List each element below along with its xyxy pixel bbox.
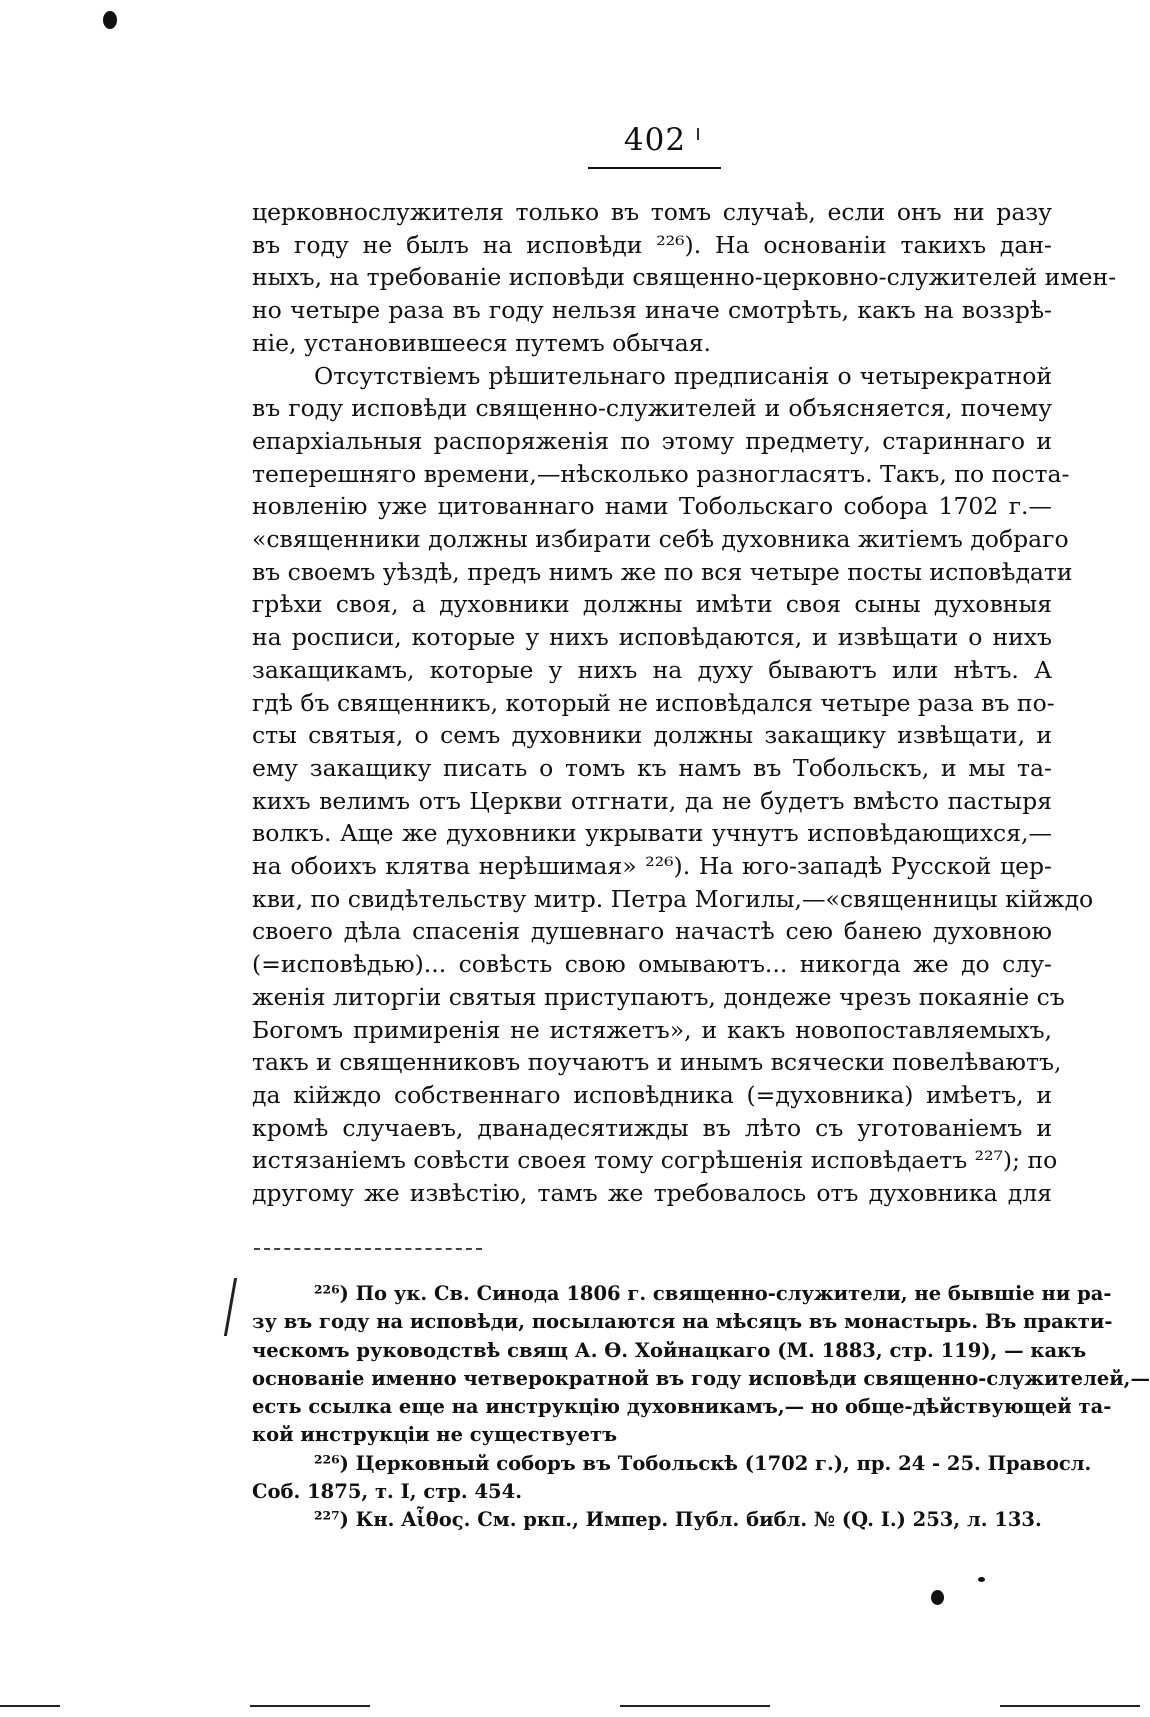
text-line: на росписи, которые у нихъ исповѣдаются, и извѣщати о нихъ bbox=[252, 623, 1052, 652]
main-text bbox=[252, 196, 1117, 1210]
header-rule bbox=[588, 167, 721, 169]
text-line: въ году не былъ на исповѣди ²²⁶). На основаніи такихъ дан- bbox=[252, 230, 1052, 259]
text-line: своего дѣла спасенія душевнаго начастѣ сею банею духовною bbox=[252, 917, 1052, 946]
paragraph-main bbox=[252, 360, 1094, 1210]
text-line: теперешняго времени,—нѣсколько разногласятъ. Такъ, по поста- bbox=[252, 459, 1070, 488]
text-line: Богомъ примиренія не истяжетъ», и какъ новопоставляемыхъ, bbox=[252, 1015, 1052, 1044]
ink-blot-mark bbox=[978, 1577, 985, 1582]
scan-edge-line bbox=[250, 1705, 370, 1707]
text-line: ему закащику писать о томъ къ намъ въ Тобольскъ, и мы та- bbox=[252, 753, 1052, 782]
text-line: сты святыя, о семъ духовники должны закащику извѣщати, и bbox=[252, 721, 1052, 750]
text-line: церковнослужителя только въ томъ случаѣ, если онъ ни разу bbox=[252, 198, 1052, 226]
text-line: новленію уже цитованнаго нами Тобольскаго собора 1702 г.— bbox=[252, 492, 1052, 521]
paragraph-continuation bbox=[252, 196, 1117, 360]
text-line: такъ и священниковъ поучаютъ и инымъ всячески повелѣваютъ, bbox=[252, 1048, 1062, 1077]
text-line: но четыре раза въ году нельзя иначе смотрѣть, какъ на воззрѣ- bbox=[252, 296, 1052, 325]
footnote-separator bbox=[254, 1248, 482, 1250]
footnote-line: основаніе именно четверократной въ году исповѣди священно-служителей,— bbox=[252, 1366, 1150, 1390]
page-number: 402 bbox=[623, 122, 687, 158]
footnote-line: ²²⁶) По ук. Св. Синода 1806 г. священно-служители, не бывшіе ни ра- bbox=[314, 1282, 1112, 1305]
ink-blot-mark bbox=[931, 1590, 944, 1605]
text-line: кви, по свидѣтельству митр. Петра Могилы,—«священницы кійждо bbox=[252, 884, 1094, 913]
text-line: гдѣ бъ священникъ, который не исповѣдался четыре раза въ по- bbox=[252, 688, 1055, 717]
scan-edge-line bbox=[620, 1705, 770, 1707]
scan-edge-line bbox=[0, 1705, 60, 1707]
text-line: епархіальныя распоряженія по этому предмету, стариннаго и bbox=[252, 426, 1052, 455]
text-line: ныхъ, на требованіе исповѣди священно-церковно-служителей имен- bbox=[252, 263, 1117, 292]
footnote-line: ческомъ руководствѣ свящ А. Ѳ. Хойнацкаго (М. 1883, стр. 119), — какъ bbox=[252, 1338, 1087, 1362]
ink-blot-mark bbox=[103, 11, 117, 29]
text-line: въ своемъ уѣздѣ, предъ нимъ же по вся четыре посты исповѣдати bbox=[252, 557, 1073, 586]
text-line: кихъ велимъ отъ Церкви отгнати, да не будетъ вмѣсто пастыря bbox=[252, 786, 1052, 815]
scan-edge-line bbox=[1000, 1705, 1140, 1707]
text-line: «священники должны избирати себѣ духовника житіемъ добраго bbox=[252, 525, 1069, 554]
text-line: (=исповѣдью)... совѣсть свою омываютъ... никогда же до слу- bbox=[252, 950, 1052, 979]
text-line: въ году исповѣди священно-служителей и объясняется, почему bbox=[252, 394, 1052, 423]
text-line: да кійждо собственнаго исповѣдника (=духовника) имѣетъ, и bbox=[252, 1080, 1052, 1109]
text-line: истязаніемъ совѣсти своея тому согрѣшенія исповѣдаетъ ²²⁷); по bbox=[252, 1146, 1058, 1175]
tick-mark bbox=[697, 128, 699, 140]
footnote-line: есть ссылка еще на инструкцію духовникамъ,— но обще-дѣйствующей та- bbox=[252, 1395, 1112, 1419]
text-line: женія литоргіи святыя приступаютъ, дондеже чрезъ покаяніе съ bbox=[252, 982, 1065, 1011]
footnote-line: ²²⁶) Церковный соборъ въ Тобольскѣ (1702 г.), пр. 24 - 25. Правосл. bbox=[314, 1451, 1092, 1475]
footnote-line: ²²⁷) Кн. Αἶθος. См. ркп., Импер. Публ. библ. № (Q. I.) 253, л. 133. bbox=[314, 1508, 1042, 1532]
text-line: волкъ. Аще же духовники укрывати учнутъ исповѣдающихся,— bbox=[252, 819, 1052, 848]
footnote-line: Соб. 1875, т. I, стр. 454. bbox=[252, 1480, 522, 1504]
footnote-line: зу въ году на исповѣди, посылаются на мѣсяцъ въ монастырь. Въ практи- bbox=[252, 1310, 1113, 1334]
margin-pencil-mark bbox=[224, 1278, 237, 1336]
text-line: на обоихъ клятва нерѣшимая» ²²⁶). На юго-западѣ Русской цер- bbox=[252, 852, 1052, 881]
footnotes bbox=[252, 1280, 1150, 1535]
text-line: другому же извѣстію, тамъ же требовалось отъ духовника для bbox=[252, 1179, 1052, 1208]
text-line: грѣхи своя, а духовники должны имѣти своя сыны духовныя bbox=[252, 590, 1052, 619]
text-line: ніе, установившееся путемъ обычая. bbox=[252, 328, 712, 357]
text-line: Отсутствіемъ рѣшительнаго предписанія о четырекратной bbox=[314, 361, 1052, 390]
text-line: кромѣ случаевъ, дванадесятижды въ лѣто съ уготованіемъ и bbox=[252, 1113, 1052, 1142]
footnote-line: кой инструкціи не существуетъ bbox=[252, 1423, 618, 1447]
text-line: закащикамъ, которые у нихъ на духу бываютъ или нѣтъ. А bbox=[252, 655, 1052, 684]
